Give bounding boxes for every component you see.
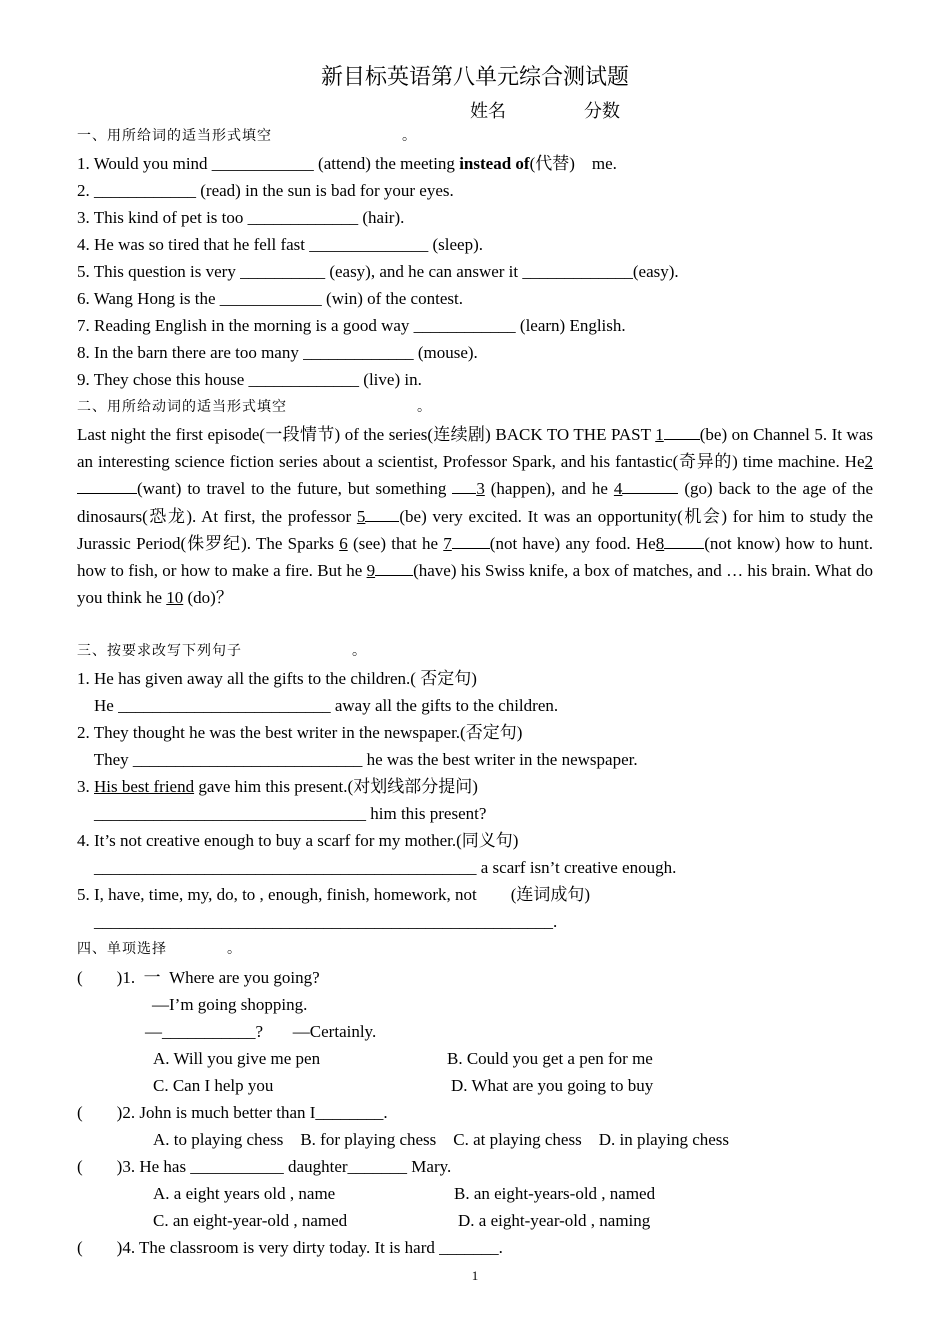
- s3-line-3: 2. They thought he was the best writer in the newspaper.(否定句): [77, 723, 523, 742]
- s1-item-6: 6. Wang Hong is the ____________ (win) of the contest.: [77, 289, 463, 308]
- s3-line-5: 3. His best friend gave him this present.(对划线部分提问): [77, 777, 478, 796]
- s3-line-7: 4. It’s not creative enough to buy a scarf for my mother.(同义句): [77, 831, 519, 850]
- blank-3: 3: [476, 479, 485, 499]
- blank-6: 6: [339, 533, 348, 553]
- page-number: 1: [471, 1268, 479, 1283]
- name-label: 姓名: [470, 101, 506, 121]
- section4-heading: 四、单项选择 。: [77, 942, 242, 957]
- q3-option-b: B. an eight-years-old , named: [454, 1184, 656, 1203]
- blank-8: 8: [655, 533, 665, 553]
- s3-line-9: 5. I, have, time, my, do, to , enough, finish, homework, not (连词成句): [77, 885, 591, 904]
- q1-option-a: A. Will you give me pen: [153, 1049, 321, 1068]
- q4-stem: ( )4. The classroom is very dirty today. It is hard _______.: [77, 1238, 503, 1257]
- s1-item-1: 1. Would you mind ____________ (attend) the meeting instead of(代替) me.: [77, 154, 617, 173]
- s1-item-7: 7. Reading English in the morning is a good way ____________ (learn) English.: [77, 316, 626, 335]
- section2-passage: Last night the first episode(一段情节) of the series(连续剧) BACK TO THE PAST 1 (be) on Channel 5. It was an interesting science fiction series about a scientist, Professor Spark, and his fantastic(奇异的) time machine. He2(want) to travel to the future, but something 3 (happen), and he 4 (go) back to the age of the dinosaurs(恐龙). At first, the professor 5 (be) very excited. It was an opportunity(机会) for him to study the Jurassic Period(侏罗纪). The Sparks 6 (see) that he 7 (not have) any food. He8 (not know) how to hunt. how to fish, or how to make a fire. But he 9 (have) his Swiss knife, a box of matches, and … his brain. What do you think he 10 (do)？: [77, 425, 874, 608]
- s3-line-8: _____________________________________________ a scarf isn’t creative enough.: [77, 858, 677, 877]
- name-score-row: [470, 97, 698, 123]
- s1-item-5: 5. This question is very __________ (easy), and he can answer it _____________(easy).: [77, 262, 679, 281]
- q3-option-d: D. a eight-year-old , naming: [458, 1211, 651, 1230]
- section1-heading: 一、用所给词的适当形式填空 。: [77, 129, 417, 144]
- s3-line-2: He _________________________ away all the gifts to the children.: [77, 696, 559, 715]
- q3-stem: ( )3. He has ___________ daughter_______ Mary.: [77, 1157, 452, 1176]
- q1-option-d: D. What are you going to buy: [451, 1076, 654, 1095]
- blank-5: 5: [356, 506, 366, 526]
- score-label: 分数: [584, 101, 620, 121]
- underlined-phrase: His best friend: [94, 777, 195, 796]
- q3-option-c: C. an eight-year-old , named: [153, 1211, 348, 1230]
- s3-line-10: ______________________________________________________.: [77, 912, 558, 931]
- q1-line-2: —I’m going shopping.: [152, 995, 308, 1014]
- blank-2: 2: [864, 452, 873, 472]
- q1-option-b: B. Could you get a pen for me: [447, 1049, 653, 1068]
- s3-line-4: They ___________________________ he was the best writer in the newspaper.: [77, 750, 638, 769]
- section3-heading: 三、按要求改写下列句子 。: [77, 644, 367, 659]
- blank-9: 9: [366, 561, 376, 581]
- section2-heading: 二、用所给动词的适当形式填空 。: [77, 400, 432, 415]
- q1-option-c: C. Can I help you: [153, 1076, 274, 1095]
- q3-option-a: A. a eight years old , name: [153, 1184, 336, 1203]
- page-title: 新目标英语第八单元综合测试题: [320, 64, 629, 89]
- blank-7: 7: [443, 533, 452, 553]
- s1-item-4: 4. He was so tired that he fell fast ______________ (sleep).: [77, 235, 484, 254]
- q2-options: A. to playing chess B. for playing chess C. at playing chess D. in playing chess: [153, 1130, 730, 1149]
- q1-line-3: —___________? —Certainly.: [145, 1022, 377, 1041]
- s3-line-1: 1. He has given away all the gifts to the children.( 否定句): [77, 669, 477, 688]
- blank-4: 4: [613, 479, 623, 499]
- q1-stem: ( )1. 一 Where are you going?: [77, 968, 320, 987]
- s1-item-2: 2. ____________ (read) in the sun is bad for your eyes.: [77, 181, 454, 200]
- s1-item-8: 8. In the barn there are too many _____________ (mouse).: [77, 343, 478, 362]
- q2-stem: ( )2. John is much better than I________.: [77, 1103, 388, 1122]
- s3-line-6: ________________________________ him this present?: [77, 804, 487, 823]
- s1-item-3: 3. This kind of pet is too _____________ (hair).: [77, 208, 405, 227]
- blank-10: 10: [166, 588, 184, 608]
- blank-1: 1: [655, 425, 664, 444]
- s1-item-9: 9. They chose this house _____________ (live) in.: [77, 370, 422, 389]
